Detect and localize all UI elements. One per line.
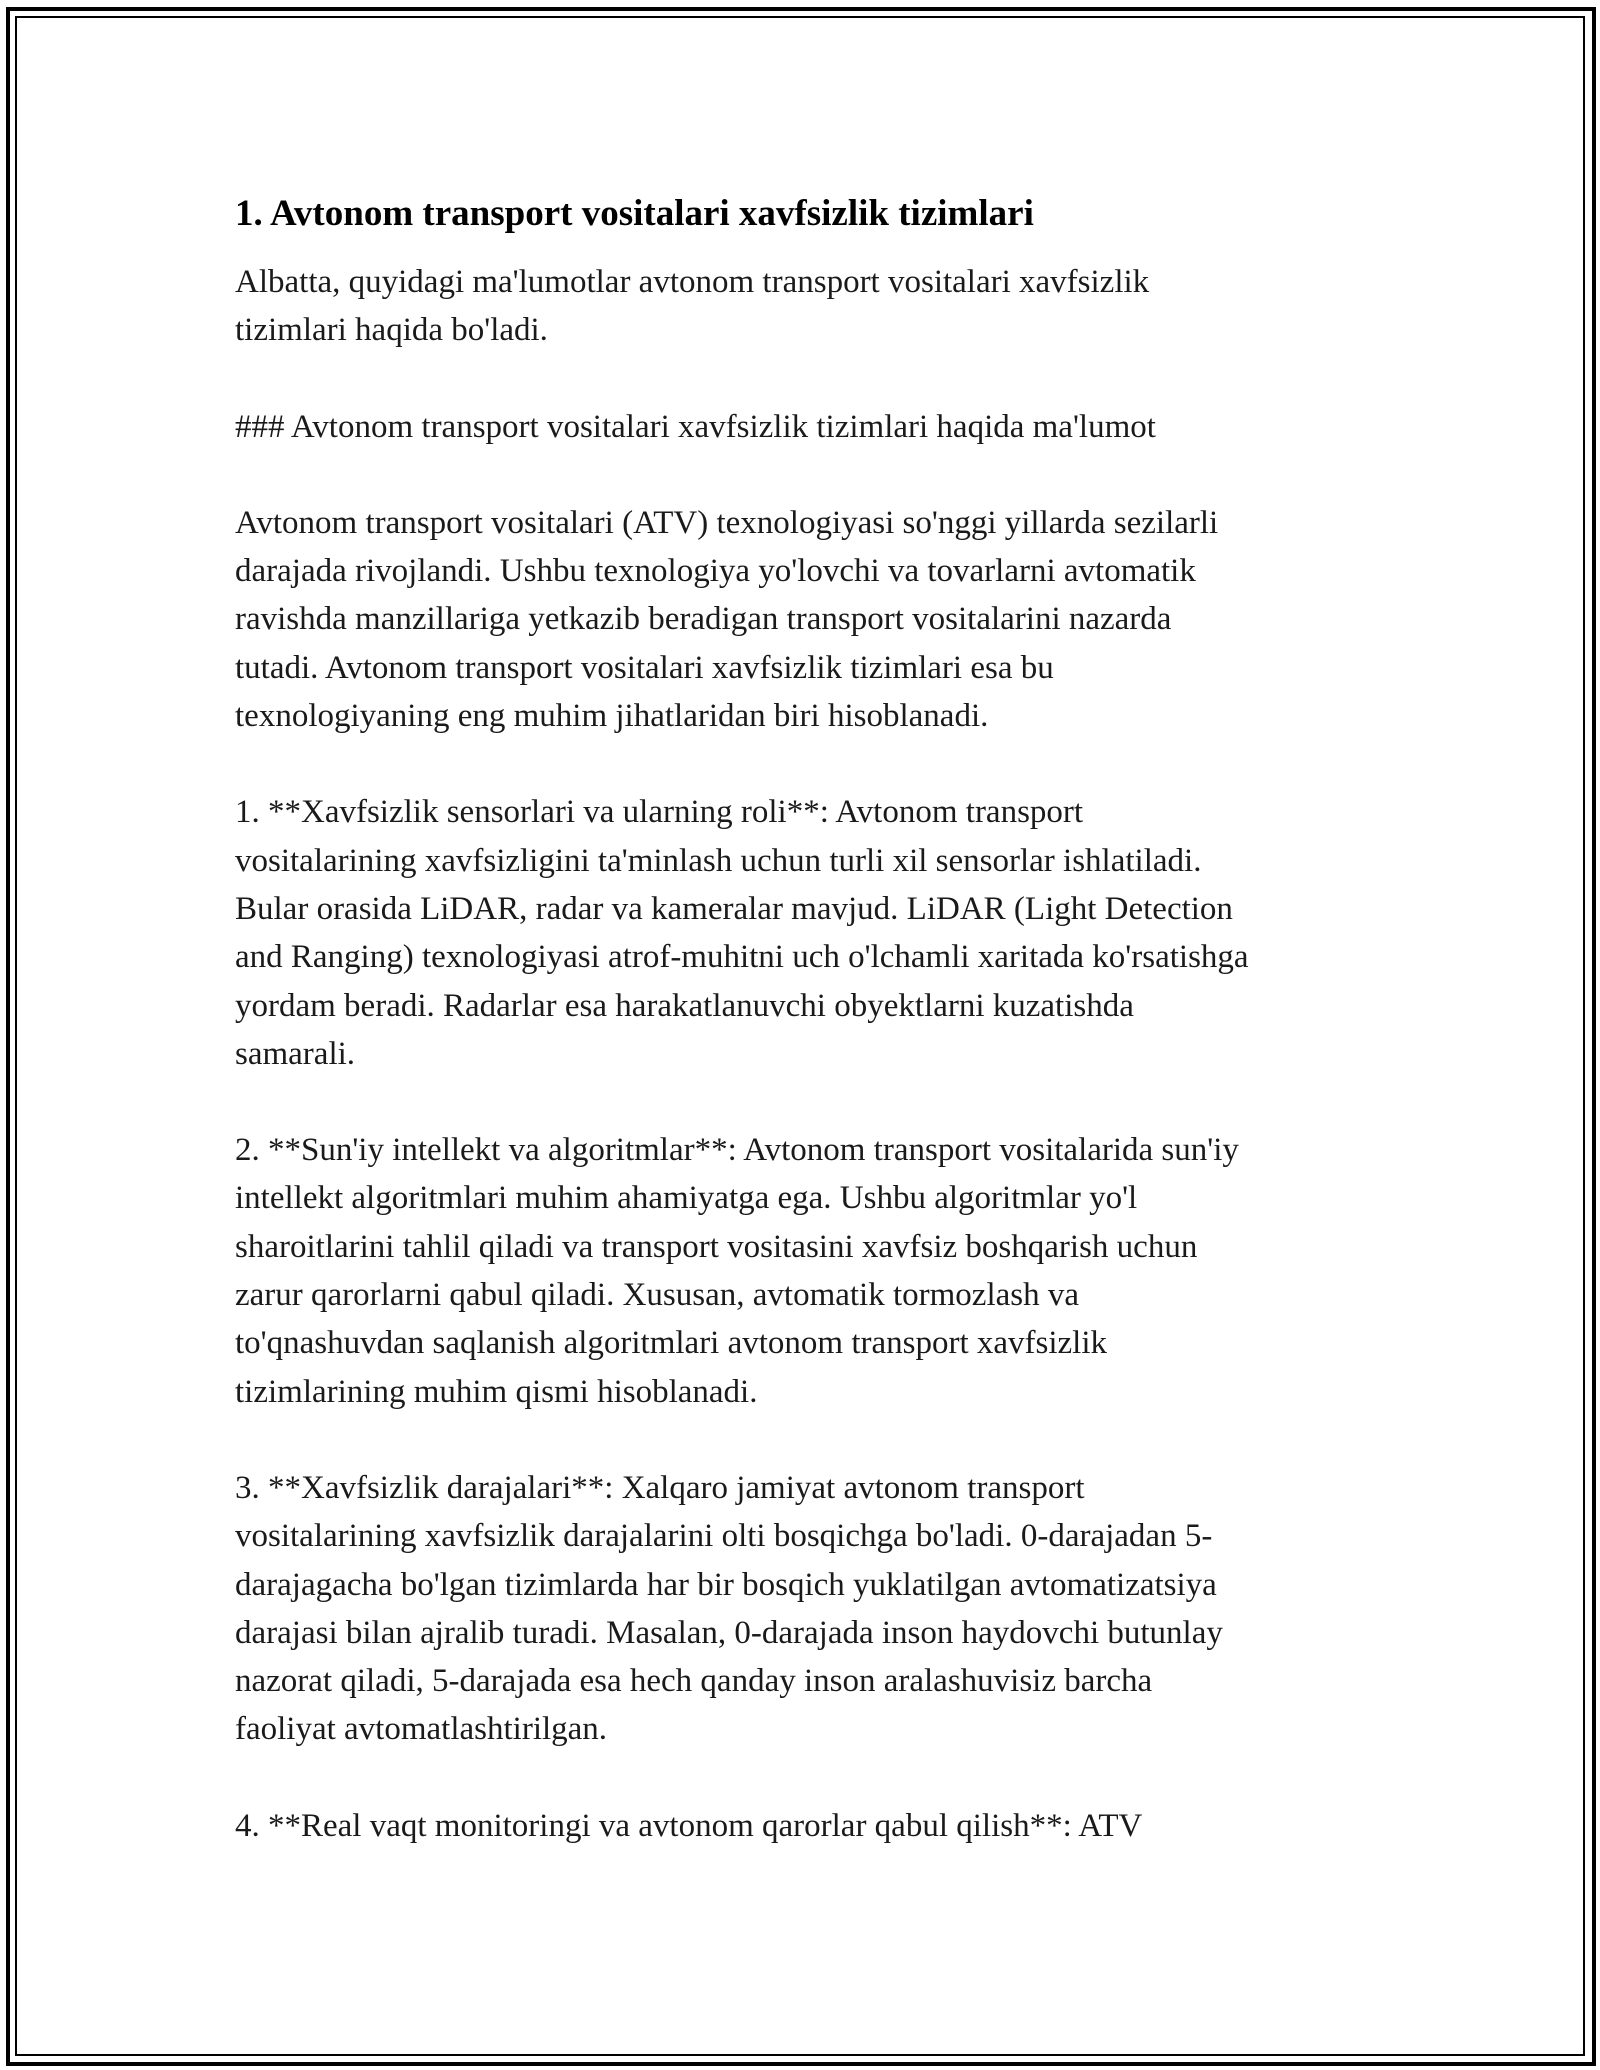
section-heading-paragraph: ### Avtonom transport vositalari xavfsizlik tizimlari haqida ma'lumot <box>235 408 1156 445</box>
list-item-ai-algorithms: 2. **Sun'iy intellekt va algoritmlar**: Avtonom transport vositalarida sun'iy intellekt algoritmlari muhim ahamiyatga ega. Ushbu algoritmlar yo'l sharoitlarini tahlil qiladi va transport vositasini xavfsiz boshqarish uchun zarur qarorlarni qabul qiladi. Xususan, avtomatik tormozlash va to'qnashuvdan saqlanish algoritmlari avtonom transport xavfsizlik tizimlarining muhim qismi hisoblanadi. <box>235 1132 1239 1410</box>
list-item-sensors: 1. **Xavfsizlik sensorlari va ularning roli**: Avtonom transport vositalarining xavfsizligini ta'minlash uchun turli xil sensorlar ishlatiladi. Bular orasida LiDAR, radar va kameralar mavjud. LiDAR (Light Detection and Ranging) texnologiyasi atrof-muhitni uch o'lchamli xaritada ko'rsatishga yordam beradi. Radarlar esa harakatlanuvchi obyektlarni kuzatishda samarali. <box>235 794 1249 1072</box>
list-item-realtime-monitoring: 4. **Real vaqt monitoringi va avtonom qarorlar qabul qilish**: ATV <box>235 1807 1143 1844</box>
document-body <box>235 188 1375 1850</box>
intro-paragraph: Albatta, quyidagi ma'lumotlar avtonom transport vositalari xavfsizlik tizimlari haqida bo'ladi. <box>235 264 1150 349</box>
document-title: 1. Avtonom transport vositalari xavfsizlik tizimlari <box>235 193 1034 234</box>
list-item-safety-levels: 3. **Xavfsizlik darajalari**: Xalqaro jamiyat avtonom transport vositalarining xavfsizlik darajalarini olti bosqichga bo'ladi. 0-darajadan 5- darajagacha bo'lgan tizimlarda har bir bosqich yuklatilgan avtomatizatsiya darajasi bilan ajralib turadi. Masalan, 0-darajada inson haydovchi butunlay nazorat qiladi, 5-darajada esa hech qanday inson aralashuvisiz barcha faoliyat avtomatlashtirilgan. <box>235 1469 1223 1748</box>
overview-paragraph: Avtonom transport vositalari (ATV) texnologiyasi so'nggi yillarda sezilarli darajada rivojlandi. Ushbu texnologiya yo'lovchi va tovarlarni avtomatik ravishda manzillariga yetkazib beradigan transport vositalarini nazarda tutadi. Avtonom transport vositalari xavfsizlik tizimlari esa bu texnologiyaning eng muhim jihatlaridan biri hisoblanadi. <box>235 504 1219 735</box>
